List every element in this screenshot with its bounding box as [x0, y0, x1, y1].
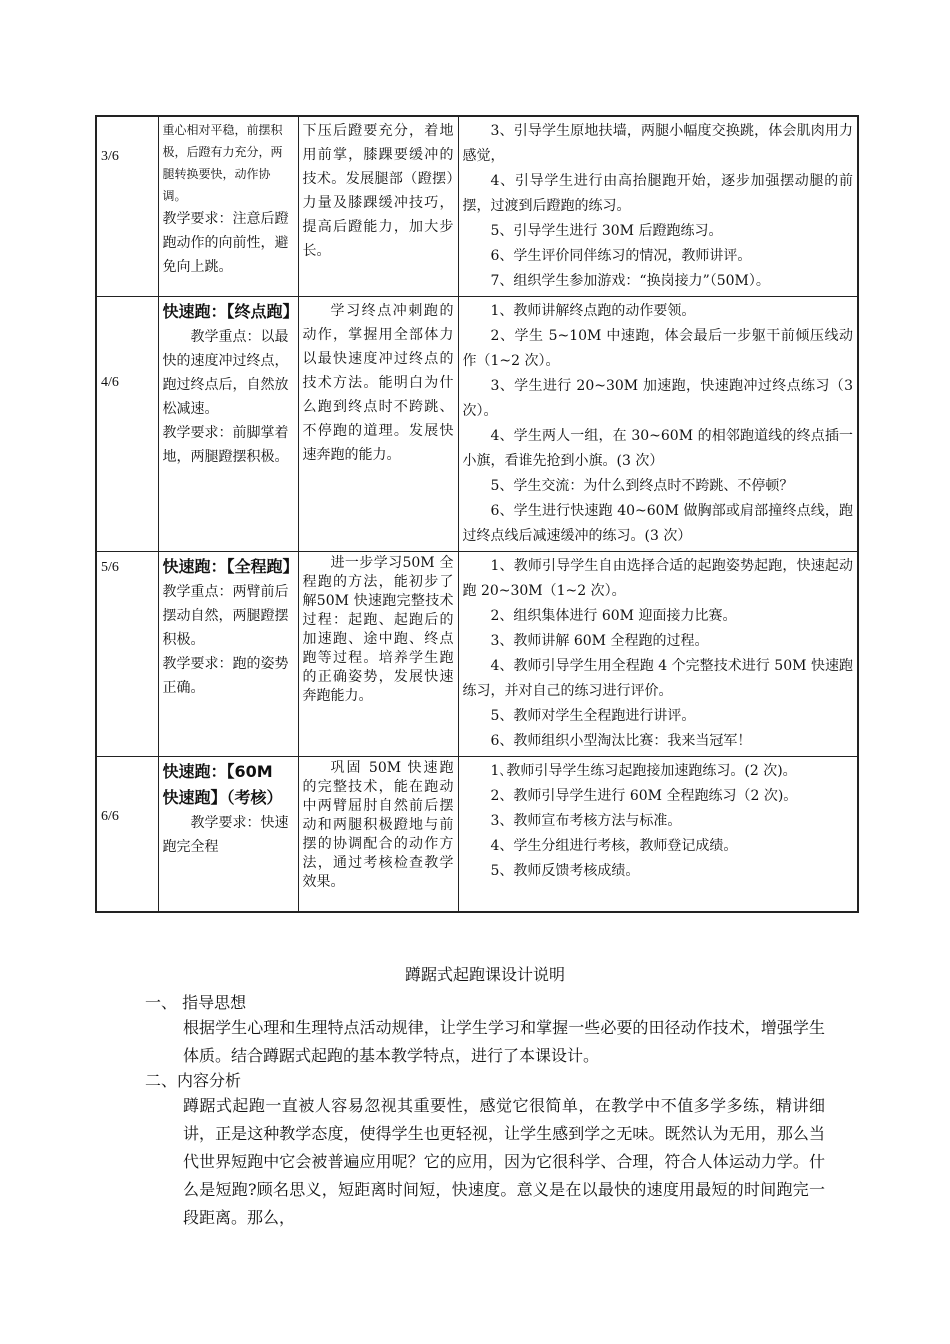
step-item: 5、引导学生进行 30M 后蹬跑练习。 — [490, 223, 723, 239]
focus-cell — [158, 297, 298, 552]
focus-text: 重心相对平稳，前摆积极，后蹬有力充分，两腿转换要快，动作协调。 — [162, 123, 283, 203]
step-item: 3、学生进行 20~30M 加速跑，快速跑冲过终点练习（3 次）。 — [462, 378, 853, 419]
objective-cell: 学习终点冲刺跑的动作，掌握用全部体力以最快速度冲过终点的技术方法。能明白为什么跑到终点时不跨跳、不停跑的道理。发展快速奔跑的能力。 — [298, 297, 458, 552]
heading-guiding-idea: 一、 指导思想 — [145, 993, 247, 1012]
objective-cell: 巩固 50M 快速跑的完整技术，能在跑动中两臂屈肘自然前后摆动和两腿积极蹬地与前摆的协调配合的动作方法，通过考核检查教学效果。 — [298, 757, 458, 912]
step-item: 4、学生两人一组，在 30~60M 的相邻跑道线的终点插一小旗，看谁先抢到小旗。(3 次） — [462, 428, 853, 469]
step-item: 3、教师宣布考核方法与标准。 — [490, 813, 682, 829]
step-item: 1、教师引导学生自由选择合适的起跑姿势起跑，快速起动跑 20~30M（1~2 次）。 — [462, 558, 853, 599]
focus-cell — [158, 552, 298, 757]
requirement-text: 教学要求：跑的姿势正确。 — [162, 656, 289, 696]
step-item: 2、教师引导学生进行 60M 全程跑练习（2 次)。 — [490, 788, 798, 804]
lesson-heading: 快速跑：【全程跑】 — [162, 557, 299, 576]
lesson-plan-table — [95, 115, 859, 913]
step-item: 2、学生 5~10M 中速跑，体会最后一步躯干前倾压线动作（1~2 次）。 — [462, 328, 853, 369]
lesson-heading: 快速跑：【终点跑】 — [162, 302, 299, 321]
step-item: 2、组织集体进行 60M 迎面接力比赛。 — [490, 608, 737, 624]
objective-cell: 进一步学习50M 全程跑的方法，能初步了解50M 快速跑完整技术过程：起跑、起跑后的加速跑、途中跑、终点跑等过程。培养学生跑的正确姿势，发展快速奔跑能力。 — [298, 552, 458, 757]
requirement-text: 教学要求：快速跑完全程 — [162, 815, 289, 855]
paragraph-guiding-idea: 根据学生心理和生理特点活动规律，让学生学习和掌握一些必要的田径动作技术，增强学生体质。结合蹲踞式起跑的基本教学特点，进行了本课设计。 — [183, 1018, 825, 1065]
heading-content-analysis: 二、内容分析 — [145, 1071, 242, 1090]
lesson-number: 3/6 — [96, 116, 158, 297]
step-item: 1､教师引导学生练习起跑接加速跑练习。(2 次)。 — [490, 763, 797, 779]
step-item: 7、组织学生参加游戏：“换岗接力”（50M）。 — [490, 273, 770, 289]
focus-cell — [158, 116, 298, 297]
step-item: 4、教师引导学生用全程跑 4 个完整技术进行 50M 快速跑练习，并对自己的练习进行评价。 — [462, 658, 853, 699]
table-row — [96, 116, 858, 297]
lesson-number: 5/6 — [96, 552, 158, 757]
focus-cell — [158, 757, 298, 912]
step-item: 4、引导学生进行由高抬腿跑开始，逐步加强摆动腿的前摆，过渡到后蹬跑的练习。 — [462, 173, 853, 214]
table-row — [96, 552, 858, 757]
lesson-heading: 快速跑：【60M 快速跑】（考核） — [162, 762, 283, 807]
section-title: 蹲踞式起跑课设计说明 — [404, 965, 565, 984]
step-item: 5、教师反馈考核成绩。 — [490, 863, 640, 879]
focus-text: 教学重点：两臂前后摆动自然，两腿蹬摆积极。 — [162, 584, 289, 648]
step-item: 1、教师讲解终点跑的动作要领。 — [490, 303, 696, 319]
table-row — [96, 757, 858, 912]
paragraph-content-analysis: 蹲踞式起跑一直被人容易忽视其重要性，感觉它很简单，在教学中不值多学多练，精讲细讲，正是这种教学态度，使得学生也更轻视，让学生感到学之无味。既然认为无用，那么当代世界短跑中它会被普遍应用呢？它的应用，因为它很科学、合理，符合人体运动力学。什么是短跑?顾名思义，短距离时间短，快速度。意义是在以最快的速度用最短的时间跑完一段距离。那么， — [183, 1096, 825, 1227]
focus-text: 教学重点：以最快的速度冲过终点，跑过终点后，自然放松减速。 — [162, 329, 289, 417]
table-row — [96, 297, 858, 552]
step-item: 6、教师组织小型淘汰比赛：我来当冠军！ — [490, 733, 752, 749]
step-item: 5、教师对学生全程跑进行讲评。 — [490, 708, 696, 724]
steps-cell — [458, 552, 858, 757]
steps-cell — [458, 297, 858, 552]
requirement-text: 教学要求：前脚掌着地，两腿蹬摆积极。 — [162, 425, 289, 465]
lesson-number: 6/6 — [96, 757, 158, 912]
steps-cell — [458, 116, 858, 297]
step-item: 3、引导学生原地扶墙，两腿小幅度交换跳，体会肌肉用力感觉， — [462, 123, 853, 164]
step-item: 4、学生分组进行考核，教师登记成绩。 — [490, 838, 738, 854]
objective-cell: 下压后蹬要充分，着地用前掌，膝踝要缓冲的技术。发展腿部（蹬摆）力量及膝踝缓冲技巧，提高后蹬能力，加大步长。 — [298, 116, 458, 297]
step-item: 6、学生评价同伴练习的情况，教师讲评。 — [490, 248, 752, 264]
lesson-number: 4/6 — [96, 297, 158, 552]
steps-cell — [458, 757, 858, 912]
step-item: 5、学生交流：为什么到终点时不跨跳、不停顿？ — [490, 478, 794, 494]
step-item: 3、教师讲解 60M 全程跑的过程。 — [490, 633, 709, 649]
requirement-text: 教学要求：注意后蹬跑动作的向前性，避免向上跳。 — [162, 211, 289, 275]
design-notes-section — [145, 962, 825, 1232]
step-item: 6、学生进行快速跑 40~60M 做胸部或肩部撞终点线，跑过终点线后减速缓冲的练习。(3 次） — [462, 503, 853, 544]
